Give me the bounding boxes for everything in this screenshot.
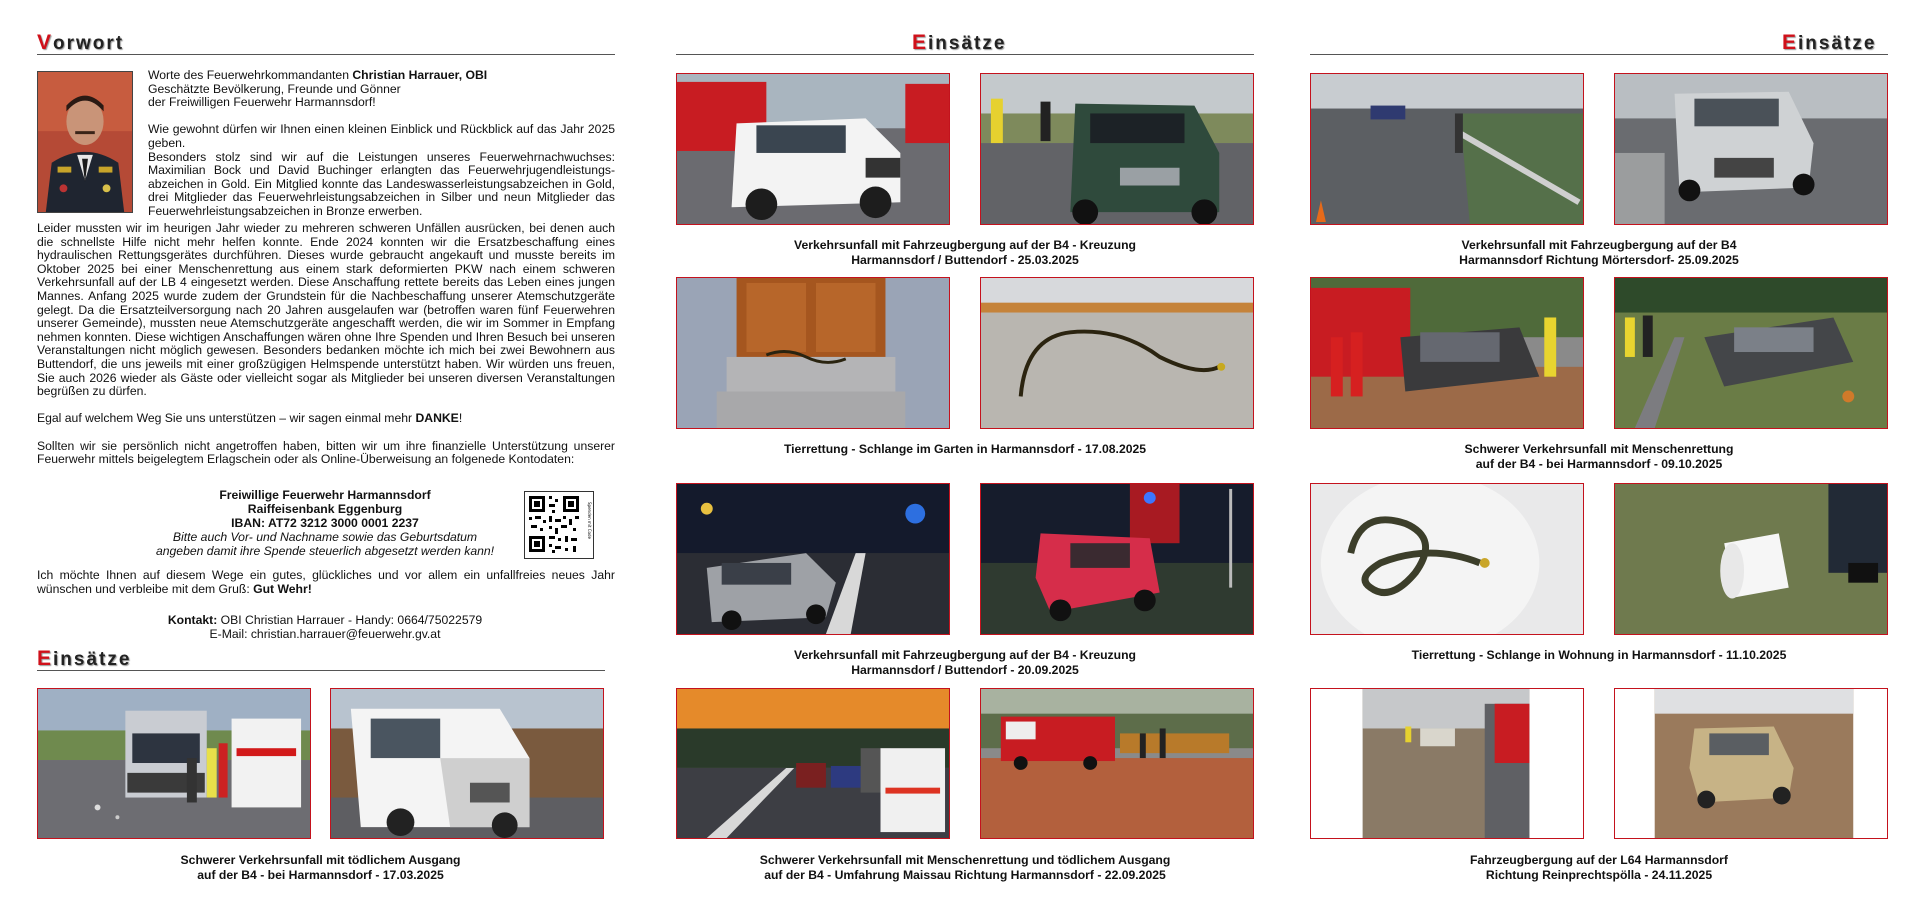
photo-ditch-recovery — [1310, 688, 1584, 839]
bank-details: Freiwillige Feuerwehr Harmannsdorf Raiffeisenbank Eggenburg IBAN: AT72 3212 3000 0001 2237 Bitte auch Vor- und Nachname sowie das Geburtsdatum angeben damit ihre Spende steuerlich abgesetzt werden kann! — [155, 488, 495, 558]
einsaetze-heading-middle: Einsätze — [912, 31, 1007, 54]
caption-2: Tierrettung - Schlange im Garten in Harmannsdorf - 17.08.2025 — [783, 442, 1147, 456]
portrait-photo — [37, 71, 133, 213]
einsaetze-rule-middle — [676, 54, 1254, 55]
contact-block: Kontakt: OBI Christian Harrauer - Handy: 0664/75022579 E-Mail: christian.harrauer@feuerwehr.gv.at — [167, 613, 483, 641]
vorwort-body: Leider mussten wir im heurigen Jahr wieder zu mehreren schweren Unfällen ausrücken, bei denen auch die schnellste Hilfe nicht mehr helfen konnte. Ende 2024 konnten wir die Ersatzbeschaffung eines hydraulischen Rettungsgerätes durchführen. Dieses wurde gebraucht angekauft und musste bereits im Oktober 2025 bei einer Menschenrettung aus einem stark deformierten PKW nach einem schweren Verkehrsunfall auf der LB 4 eingesetzt werden. Diese Anschaffung rettete bereits das Leben eines jungen Mannes. Anfang 2025 wurde zudem der Grundstein für die Nachbeschaffung unserer Atemschutzgeräte gelegt. Da die Ersatzteilversorgung nach 20 Jahren ausgelaufen war (betroffen waren fünf Feuerwehren unserer Gemeinde), mussten neue Atemschutzgeräte angeschafft werden, die wir im Sommer in Empfang nehmen konnten. Diese wichtigen Anschaffungen wären ohne Ihre Spenden und Ihren Besuch bei unseren Veranstaltungen nicht möglich gewesen. Besonders bedanken möchte ich mich bei zwei Bewohnern aus Buttendorf, die uns jeweils mit einer großzügigen Helmspende unterstützt haben. Wir würden uns freuen, Sie auch 2026 wieder als Gäste oder vielleicht sogar als Mitglieder bei unseren diversen Veranstaltungen begrüßen zu dürfen. Egal auf welchem Weg Sie uns unterstützen – wir sagen einmal mehr DANKE! Sollten wir sie persönlich nicht angetroffen haben, bitten wir um ihre finanzielle Unterstützung unserer Feuerwehr mittels beigelegtem Erlagschein oder als Online-Überweisung an folgenede Kontodaten: — [37, 221, 615, 467]
photo-car-in-field — [1614, 688, 1888, 839]
vorwort-intro: Worte des Feuerwehrkommandanten Christian Harrauer, OBI Geschätzte Bevölkerung, Freunde und Gönner der Freiwilligen Feuerwehr Harmannsdorf! Wie gewohnt dürfen wir Ihnen einen kleinen Einblick und Rückblick auf das Jahr 2025 geben. Besonders stolz sind wir auf die Leistungen unseres Feuerwehrnachwuchses: Maximilian Bock und David Buchinger erlangten das Feuerwehrjugendleistungs-abzeichen in Gold. Ein Mitglied konnte das Landeswasserleistungsabzeichen in Gold, drei Mitglieder das Feuerwehrleistungsabzeichen in Silber und neun Mitglieder das Feuerwehrleistungsabzeichen in Bronze erwerben. — [148, 68, 615, 218]
caption-6: Schwerer Verkehrsunfall mit Menschenrettung auf der B4 - bei Harmannsdorf - 09.10.2025 — [1464, 442, 1734, 471]
einsaetze-rule-right — [1310, 54, 1888, 55]
einsaetze-rule-left — [37, 670, 605, 671]
einsaetze-heading-right: Einsätze — [1782, 31, 1877, 54]
caption-3: Verkehrsunfall mit Fahrzeugbergung auf der B4 - Kreuzung Harmannsdorf / Buttendorf - 20.09.2025 — [794, 648, 1136, 677]
photo-empty-bucket — [1614, 483, 1888, 635]
photo-snake-door — [676, 277, 950, 429]
vorwort-closing: Ich möchte Ihnen auf diesem Wege ein gutes, glückliches und vor allem ein unfallfreies neues Jahr wünschen und verbleibe mit dem Gruß: Gut Wehr! — [37, 568, 615, 596]
photo-van-crash — [330, 688, 604, 839]
photo-rescue-wreck — [1310, 277, 1584, 429]
photo-crushed-car-field — [1614, 277, 1888, 429]
photo-truck-crash — [37, 688, 311, 839]
photo-white-suv — [676, 73, 950, 225]
caption-4: Schwerer Verkehrsunfall mit Menschenrettung und tödlichem Ausgang auf der B4 - Umfahrung Maissau Richtung Harmannsdorf - 22.09.2025 — [759, 853, 1171, 882]
vorwort-rule — [37, 54, 615, 55]
photo-snake-ground — [980, 277, 1254, 429]
photo-night-red-car — [980, 483, 1254, 635]
photo-night-golf — [676, 483, 950, 635]
caption-1: Verkehrsunfall mit Fahrzeugbergung auf der B4 - Kreuzung Harmannsdorf / Buttendorf - 25.03.2025 — [794, 238, 1136, 267]
photo-fire-truck-trailer — [980, 688, 1254, 839]
photo-sunset-convoy — [676, 688, 950, 839]
caption-7: Tierrettung - Schlange in Wohnung in Harmannsdorf - 11.10.2025 — [1411, 648, 1787, 662]
contact-email[interactable]: E-Mail: christian.harrauer@feuerwehr.gv.at — [209, 627, 441, 641]
caption-0: Schwerer Verkehrsunfall mit tödlichem Ausgang auf der B4 - bei Harmannsdorf - 17.03.2025 — [180, 853, 461, 882]
einsaetze-heading-left: Einsätze — [37, 647, 132, 670]
photo-silver-car — [1614, 73, 1888, 225]
caption-5: Verkehrsunfall mit Fahrzeugbergung auf der B4 Harmannsdorf Richtung Mörtersdorf- 25.09.2025 — [1459, 238, 1739, 267]
donation-qr-code[interactable] — [524, 491, 594, 559]
photo-guardrail-road — [1310, 73, 1584, 225]
qr-caption: Spenden mit Code — [587, 502, 592, 539]
caption-8: Fahrzeugbergung auf der L64 Harmannsdorf Richtung Reinprechtspölla - 24.11.2025 — [1469, 853, 1728, 882]
vorwort-heading: Vorwort — [37, 31, 125, 54]
photo-green-suv — [980, 73, 1254, 225]
photo-snake-bucket — [1310, 483, 1584, 635]
